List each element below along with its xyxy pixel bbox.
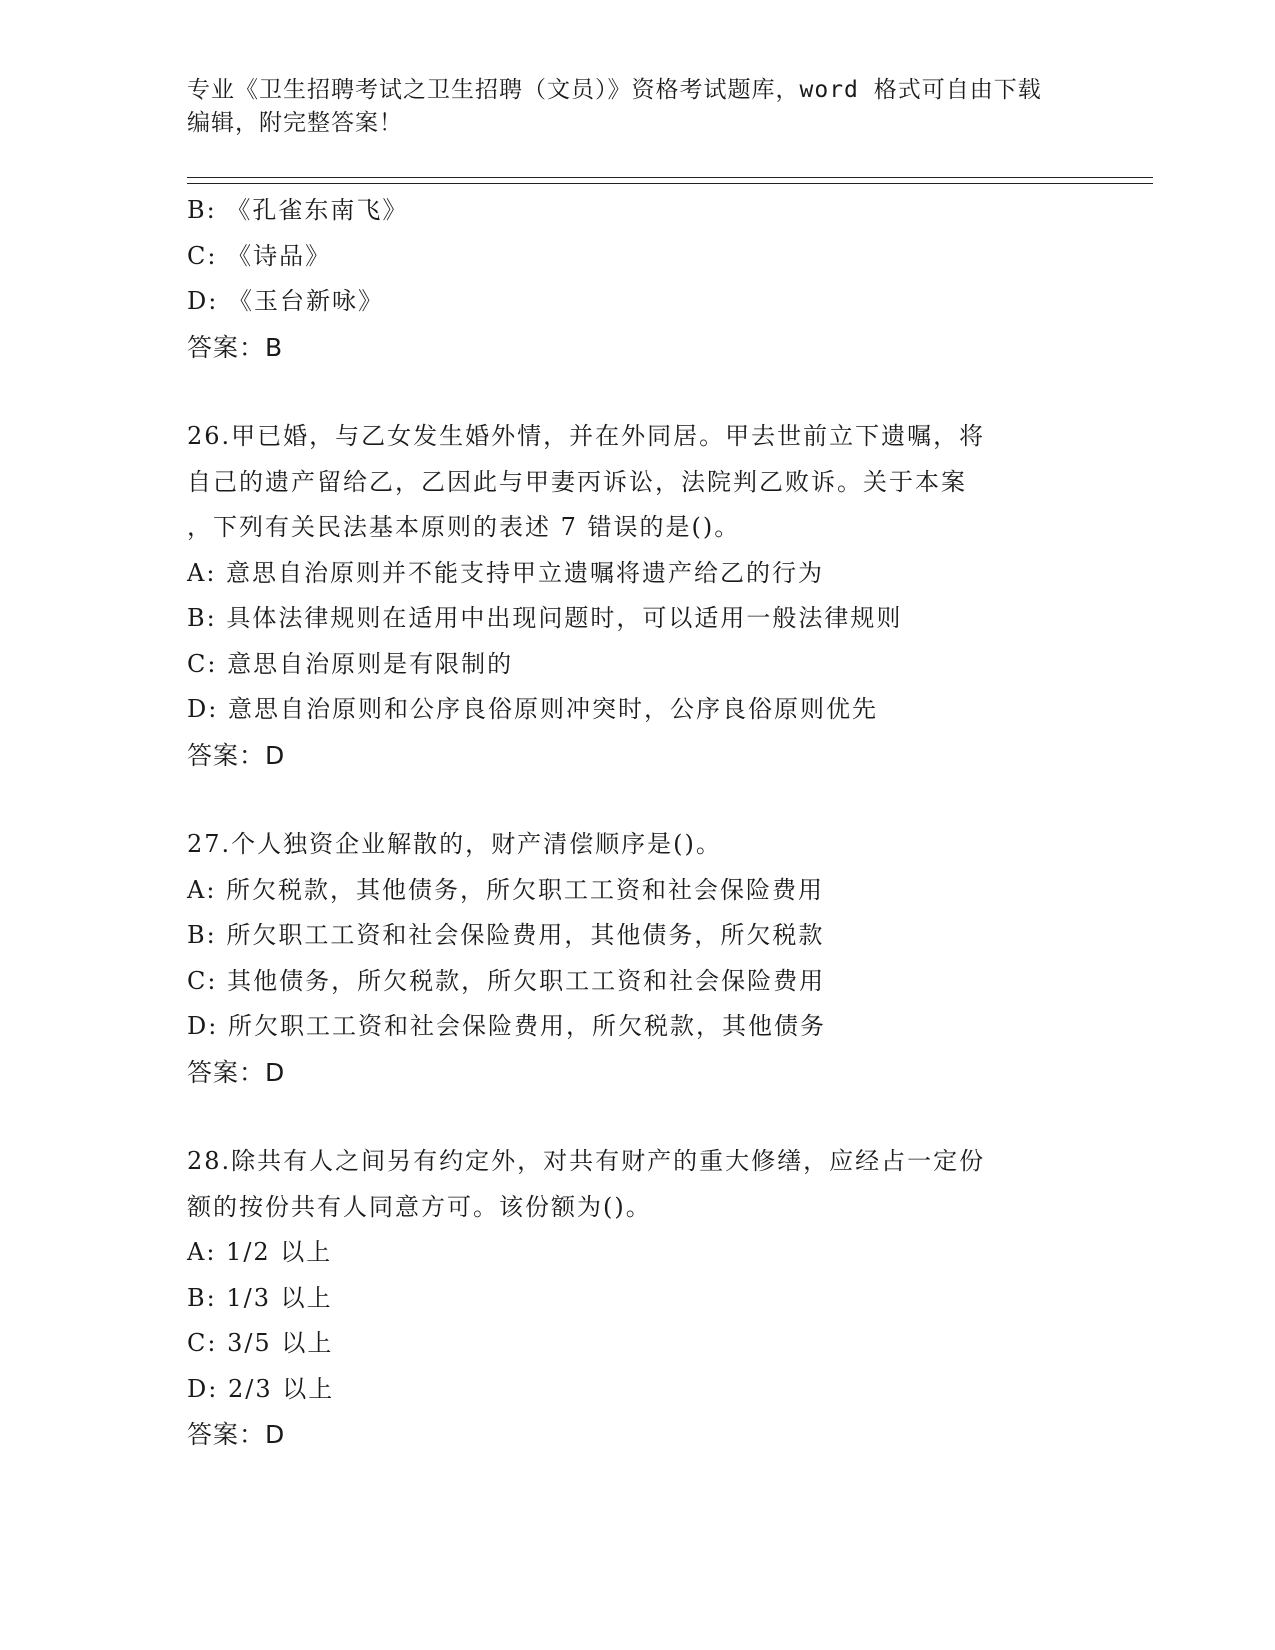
question-stem-line: 28.除共有人之间另有约定外，对共有财产的重大修缮，应经占一定份 (187, 1147, 986, 1175)
document-header (187, 74, 1067, 140)
question-28 (187, 1139, 1107, 1458)
question-stem-line: 27.个人独资企业解散的，财产清偿顺序是()。 (187, 830, 722, 858)
option-c: C: 其他债务，所欠税款，所欠职工工资和社会保险费用 (187, 966, 826, 995)
header-line-2: 编辑，附完整答案！ (187, 110, 403, 136)
option-c: C: 意思自治原则是有限制的 (187, 649, 514, 678)
option-b: B: 所欠职工工资和社会保险费用，其他债务，所欠税款 (187, 921, 825, 949)
question-stem-line: 26.甲已婚，与乙女发生婚外情，并在外同居。甲去世前立下遗嘱，将 (187, 422, 986, 450)
question-26 (187, 414, 1107, 778)
option-c: C: 3/5 以上 (187, 1329, 334, 1357)
spacer (187, 370, 1107, 414)
option-a: A: 1/2 以上 (187, 1238, 333, 1266)
spacer (187, 778, 1107, 822)
question-stem-line: ，下列有关民法基本原则的表述 7 错误的是()。 (187, 513, 741, 541)
option-d: D: 《玉台新咏》 (187, 287, 384, 315)
option-d: D: 2/3 以上 (187, 1374, 335, 1403)
question-stem-line: 自己的遗产留给乙，乙因此与甲妻丙诉讼，法院判乙败诉。关于本案 (187, 467, 967, 496)
answer: 答案：D (187, 1420, 286, 1449)
document-body (187, 188, 1107, 1458)
option-b: B: 1/3 以上 (187, 1283, 333, 1312)
option-a: A: 所欠税款，其他债务，所欠职工工资和社会保险费用 (187, 875, 825, 904)
option-d: D: 所欠职工工资和社会保险费用，所欠税款，其他债务 (187, 1012, 826, 1040)
header-line-1: 专业《卫生招聘考试之卫生招聘（文员）》资格考试题库，word 格式可自由下载 (187, 77, 1042, 103)
header-rule-top (187, 177, 1153, 178)
option-b: B: 具体法律规则在适用中出现问题时，可以适用一般法律规则 (187, 604, 903, 632)
header-rule-bottom (187, 183, 1153, 184)
question-stem-line: 额的按份共有人同意方可。该份额为()。 (187, 1192, 652, 1221)
answer: 答案：D (187, 1057, 286, 1087)
option-b: B: 《孔雀东南飞》 (187, 196, 409, 224)
answer: 答案：D (187, 740, 286, 770)
option-c: C: 《诗品》 (187, 241, 332, 270)
option-a: A: 意思自治原则并不能支持甲立遗嘱将遗产给乙的行为 (187, 558, 825, 587)
spacer (187, 1095, 1107, 1139)
option-d: D: 意思自治原则和公序良俗原则冲突时，公序良俗原则优先 (187, 695, 878, 723)
question-25 (187, 188, 1107, 370)
answer: 答案：B (187, 332, 284, 362)
question-27 (187, 822, 1107, 1095)
